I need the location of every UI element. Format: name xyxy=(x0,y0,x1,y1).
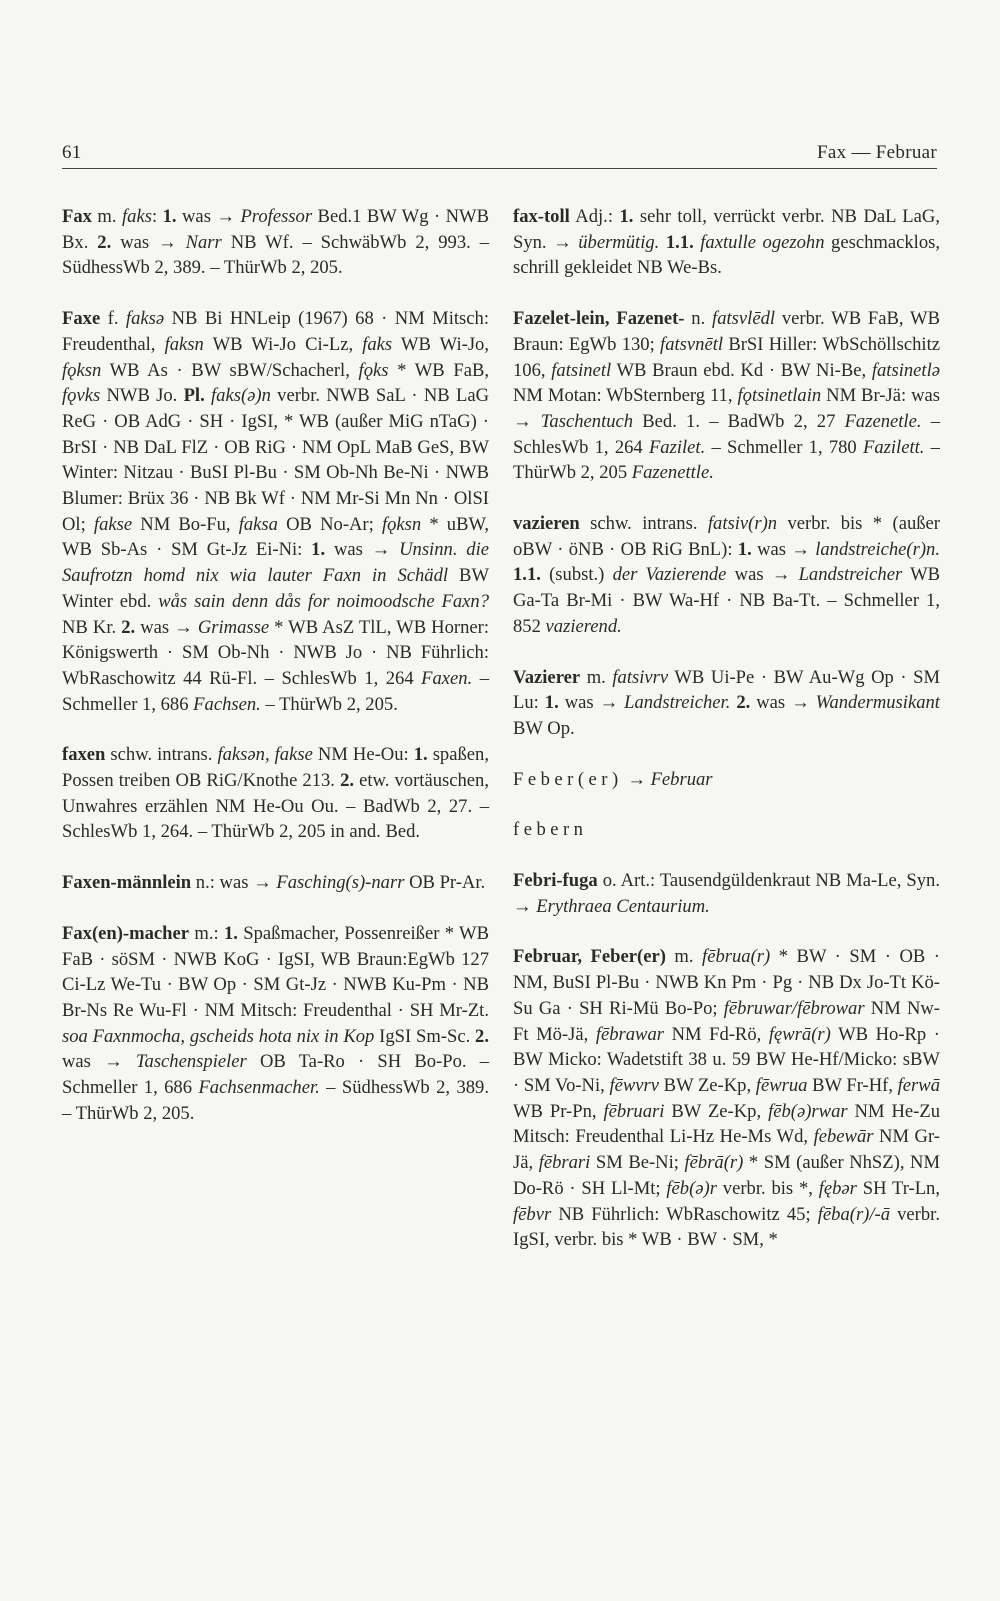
headword: Faxe xyxy=(62,308,101,330)
italic-text: faksa xyxy=(238,513,278,535)
dictionary-entry xyxy=(513,204,940,281)
headword: Fax(en)-macher xyxy=(62,922,190,944)
entry-text: BW Ze-Kp, xyxy=(664,1100,769,1122)
entry-text: n.: was → xyxy=(191,872,277,894)
entry-text: verbr. NWB SaL · NB LaG ReG · OB AdG · SH · IgSI, * WB (außer MiG nTaG) · BrSI · NB DaL FlZ · OB RiG · NM OpL MaB GeS, BW Winter: Nitzau · BuSI Pl-Bu · SM Ob-Nh Be-Ni · NWB Blumer: Brüx 36 · NB Bk Wf · NM Mr-Si Mn Nn · OlSI Ol; xyxy=(62,385,489,535)
entry-text: was → xyxy=(726,564,799,586)
headword: Pl. xyxy=(183,385,205,407)
page-header xyxy=(62,138,937,169)
entry-text: * BW · SM · OB · NM, BuSI Pl-Bu · NWB Kn Pm · Pg · NB Dx Jo-Tt Kö-Su Ga · SH Ri-Mü Bo-Po; xyxy=(513,946,940,1019)
italic-text: fēba(r)/-ā xyxy=(817,1203,891,1225)
italic-text: Fachsen. xyxy=(193,693,261,715)
entry-text: was → xyxy=(111,231,186,253)
entry-text: SH Tr-Ln, xyxy=(856,1177,941,1199)
entry-text: BW Winter ebd. xyxy=(62,565,489,612)
headword: 1. xyxy=(311,539,326,561)
italic-text: vazierend. xyxy=(545,615,622,637)
entry-text: sehr toll, verrückt verbr. NB DaL LaG, Syn. → xyxy=(513,206,940,253)
italic-text: faksə xyxy=(125,308,165,330)
dictionary-entry xyxy=(513,511,940,640)
italic-text: fēwrua xyxy=(755,1074,808,1096)
italic-text: faksən, fakse xyxy=(217,744,313,766)
italic-text: fēbrua(r) xyxy=(702,946,771,968)
entry-text: Adj.: xyxy=(569,206,620,227)
entry-text: WB Wi-Jo Ci-Lz, xyxy=(203,333,363,355)
headword: Fazelet-lein, Fazenet- xyxy=(513,308,685,330)
entry-text: NM He-Zu Mitsch: Freudenthal Li-Hz He-Ms Wd, xyxy=(513,1100,940,1148)
headword: 1. xyxy=(737,538,752,560)
italic-text: fēbruari xyxy=(603,1100,665,1122)
entry-text: NM Fd-Rö, xyxy=(664,1023,769,1045)
running-head: Fax — Februar xyxy=(817,142,937,163)
italic-text: Taschentuch xyxy=(540,410,634,432)
italic-text: faksn xyxy=(164,333,204,355)
entry-text: NM He-Ou: xyxy=(312,744,414,766)
dictionary-entry xyxy=(62,742,489,845)
entry-text: NB Bi HNLeip (1967) 68 · NM Mitsch: Freudenthal, xyxy=(62,308,490,355)
dictionary-entry xyxy=(513,767,940,793)
italic-text: Grimasse xyxy=(197,616,270,638)
italic-text: Fachsenmacher. xyxy=(198,1077,320,1099)
italic-text: fęwrā(r) xyxy=(768,1023,831,1045)
italic-text: übermütig. xyxy=(578,231,660,253)
entry-text: * uBW, WB Sb-As · SM Gt-Jz Ei-Ni: xyxy=(62,513,489,561)
italic-text: fēbrari xyxy=(538,1152,591,1174)
headword: 1.1. xyxy=(513,564,541,586)
headword: Febri-fuga xyxy=(513,870,598,892)
dictionary-entry xyxy=(513,306,940,486)
italic-text: fǫksn xyxy=(381,513,422,535)
italic-text: wås sain denn dås for noimoodsche Faxn? xyxy=(158,590,489,612)
dictionary-entry xyxy=(62,870,489,896)
headword: 1. xyxy=(413,744,428,766)
italic-text: Faxen. xyxy=(421,667,473,689)
italic-text: fakse xyxy=(93,513,133,535)
italic-text: fēbruwar/fēbrowar xyxy=(723,997,865,1019)
entry-text: was → xyxy=(176,206,241,227)
headword: 1. xyxy=(223,922,238,944)
page-number: 61 xyxy=(62,142,82,163)
italic-text: soa Faxnmocha, gscheids hota nix in Kop xyxy=(62,1025,375,1047)
headword: 2. xyxy=(736,692,751,714)
entry-text: SM Be-Ni; xyxy=(590,1152,685,1174)
entry-text: spaßen, Possen treiben OB RiG/Knothe 213. xyxy=(62,744,489,792)
entry-text: NM Motan: WbSternberg 11, xyxy=(513,385,738,407)
entry-text: OB No-Ar; xyxy=(277,513,382,535)
italic-text: faks xyxy=(122,206,152,227)
entry-text: NM Gr-Jä, xyxy=(513,1126,940,1174)
headword: 2. xyxy=(97,231,112,253)
entry-text: verbr. IgSI, verbr. bis * WB · BW · SM, * xyxy=(513,1203,940,1251)
headword: 2. xyxy=(121,616,136,638)
entry-text: was → xyxy=(750,692,816,714)
entry-text: NB Führlich: WbRaschowitz 45; xyxy=(551,1203,818,1225)
entry-text: Bed. 1. – BadWb 2, 27 xyxy=(633,410,845,432)
italic-text: Fazenettle. xyxy=(631,462,714,484)
entry-text: geschmacklos, schrill gekleidet NB We-Bs. xyxy=(513,231,940,279)
headword: 1. xyxy=(162,206,177,227)
entry-text: WB Ho-Rp · BW Micko: Wadetstift 38 u. 59 BW He-Hf/Micko: sBW · SM Vo-Ni, xyxy=(513,1023,940,1096)
italic-text: Narr xyxy=(185,231,222,253)
entry-text: verbr. WB FaB, WB Braun: EgWb 130; xyxy=(513,308,940,355)
entry-text: IgSI Sm-Sc. xyxy=(374,1025,476,1047)
entry-text: etw. vortäuschen, Unwahres erzählen NM He-Ou Ou. – BadWb 2, 27. – SchlesWb 1, 264. – ThürWb 2, 205 in and. Bed. xyxy=(62,770,489,843)
italic-text: Wandermusikant xyxy=(815,692,940,714)
headword: 2. xyxy=(340,770,355,792)
entry-text: WB Ui-Pe · BW Au-Wg Op · SM Lu: xyxy=(513,666,940,714)
right-column xyxy=(513,204,940,1278)
entry-text: WB Pr-Pn, xyxy=(513,1100,604,1122)
headword: faxen xyxy=(62,744,106,766)
dictionary-entry xyxy=(62,921,489,1127)
entry-text: Feber(er) xyxy=(513,768,623,790)
entry-text: was → xyxy=(62,1051,136,1073)
headword: 1. xyxy=(544,692,559,714)
entry-text: BW Fr-Hf, xyxy=(807,1074,898,1096)
entry-text: : xyxy=(151,206,163,227)
italic-text: faks(ə)n xyxy=(211,385,271,407)
dictionary-entry xyxy=(513,665,940,742)
entry-text: OB Ta-Ro · SH Bo-Po. – Schmeller 1, 686 xyxy=(62,1051,489,1099)
italic-text: fǫksn xyxy=(62,359,102,381)
entry-text: Spaßmacher, Possenreißer * WB FaB · söSM · NWB KoG · IgSI, WB Braun:EgWb 127 Ci-Lz We-Tu · BW Op · SM Gt-Jz · NWB Ku-Pm · NB Br-Ns Re Wu-Fl · NM Mitsch: Freudenthal · SH Mr-Zt. xyxy=(62,922,489,1021)
entry-text: BW Ze-Kp, xyxy=(659,1074,756,1096)
italic-text: febewār xyxy=(813,1126,874,1148)
entry-text: – ThürWb 2, 205 xyxy=(513,436,940,484)
entry-text: WB Wi-Jo, xyxy=(392,333,489,355)
entry-text: NM Bo-Fu, xyxy=(132,513,239,535)
entry-text: was → xyxy=(135,616,198,638)
headword: 2. xyxy=(475,1025,489,1047)
italic-text: fatsiv(r)n xyxy=(707,513,778,535)
italic-text: Taschenspieler xyxy=(135,1051,247,1073)
italic-text: fatsvnētl xyxy=(660,333,724,355)
entry-text: m. xyxy=(91,206,122,227)
italic-text: faxtulle ogezohn xyxy=(700,231,825,253)
dictionary-entry xyxy=(513,944,940,1252)
entry-text: BrSI Hiller: WbSchöllschitz 106, xyxy=(513,333,940,381)
italic-text: fēbrawar xyxy=(595,1023,664,1045)
italic-text: fēbrā(r) xyxy=(684,1152,744,1174)
italic-text: fēb(ə)rwar xyxy=(768,1100,848,1122)
italic-text: Erythraea Centaurium. xyxy=(536,895,710,917)
italic-text: Februar xyxy=(650,768,713,790)
entry-text: WB Ga-Ta Br-Mi · BW Wa-Hf · NB Ba-Tt. – Schmeller 1, 852 xyxy=(513,564,941,637)
headword: fax-toll xyxy=(513,206,570,227)
entry-text: * WB FaB, xyxy=(388,359,489,381)
italic-text: fǫtsinetlain xyxy=(737,385,822,407)
entry-text: n. xyxy=(684,308,713,330)
entry-text: WB Braun ebd. Kd · BW Ni-Be, xyxy=(611,359,872,381)
italic-text: Fazilett. xyxy=(862,436,925,458)
italic-text: der Vazierende xyxy=(612,564,727,586)
italic-text: Professor xyxy=(240,206,313,227)
entry-text: f. xyxy=(100,308,126,330)
entry-text: m.: xyxy=(189,922,224,944)
italic-text: fǫks xyxy=(358,359,389,381)
entry-text: Bed.1 BW Wg · NWB Bx. xyxy=(62,206,489,253)
italic-text: ferwā xyxy=(897,1074,940,1096)
italic-text: Fazilet. xyxy=(648,436,706,458)
entry-text: verbr. bis *, xyxy=(716,1177,819,1199)
italic-text: fēwvrv xyxy=(609,1074,660,1096)
entry-text: (subst.) xyxy=(540,564,613,586)
entry-text: NWB Jo. xyxy=(100,385,184,407)
dictionary-entry xyxy=(513,817,940,843)
entry-text: NB Wf. – SchwäbWb 2, 993. – SüdhessWb 2, 389. – ThürWb 2, 205. xyxy=(62,231,489,279)
entry-text: → xyxy=(622,768,651,790)
headword: vazieren xyxy=(513,513,580,535)
entry-text: BW Op. xyxy=(513,717,575,739)
italic-text: Landstreicher. xyxy=(624,692,731,714)
headword: 1. xyxy=(619,206,634,227)
entry-text: o. Art.: Tausendgüldenkraut NB Ma-Le, Syn. → xyxy=(513,870,940,917)
entry-text: – Schmeller 1, 780 xyxy=(705,436,863,458)
italic-text: Landstreicher xyxy=(798,564,903,586)
italic-text: fǫvks xyxy=(62,385,101,407)
headword: 1.1. xyxy=(665,231,694,253)
entry-text: OB Pr-Ar. xyxy=(404,872,486,894)
entry-text: verbr. bis * (außer oBW · öNB · OB RiG BnL): xyxy=(513,513,940,560)
italic-text: fēbvr xyxy=(513,1203,552,1225)
italic-text: Fasching(s)-narr xyxy=(276,872,405,894)
entry-text: was → xyxy=(751,538,816,560)
entry-text: – SchlesWb 1, 264 xyxy=(513,410,941,458)
entry-text: m. xyxy=(580,666,613,688)
italic-text: fatsinetlə xyxy=(871,359,941,381)
headword: Februar, Feber(er) xyxy=(513,946,666,968)
italic-text: Unsinn. die Saufrotzn homd nix wia lauter Faxn in Schädl xyxy=(62,539,489,587)
headword: Fax xyxy=(62,206,92,227)
italic-text: fēb(ə)r xyxy=(666,1177,717,1199)
entry-text: * SM (außer NhSZ), NM Do-Rö · SH Ll-Mt; xyxy=(513,1152,940,1199)
headword: Faxen-männlein xyxy=(62,872,192,894)
entry-text: NB Kr. xyxy=(62,616,122,638)
entry-text: schw. intrans. xyxy=(579,513,708,535)
dictionary-entry xyxy=(62,204,489,281)
italic-text: fębər xyxy=(818,1177,857,1199)
entry-text: – SüdhessWb 2, 389. – ThürWb 2, 205. xyxy=(62,1077,489,1124)
italic-text: fatsvlēdl xyxy=(712,308,776,330)
entry-text: was → xyxy=(558,692,625,714)
entry-text: schw. intrans. xyxy=(105,744,218,766)
headword: Vazierer xyxy=(513,666,581,688)
entry-text: – ThürWb 2, 205. xyxy=(260,693,398,715)
entry-text: WB As · BW sBW/Schacherl, xyxy=(101,359,359,381)
italic-text: fatsinetl xyxy=(551,359,612,381)
entry-text: was → xyxy=(325,539,400,561)
italic-text: fatsivrv xyxy=(612,666,669,688)
entry-text: * WB AsZ TlL, WB Horner: Königswerth · SM Ob-Nh · NWB Jo · NB Führlich: WbRaschowitz 44 Rü-Fl. – SchlesWb 1, 264 xyxy=(62,616,489,689)
entry-text: NM Br-Jä: was → xyxy=(513,385,941,432)
entry-text: NM Nw-Ft Mö-Jä, xyxy=(513,997,940,1045)
left-column xyxy=(62,204,489,1152)
dictionary-entry xyxy=(62,306,489,717)
italic-text: landstreiche(r)n. xyxy=(815,538,940,560)
dictionary-entry xyxy=(513,868,940,919)
entry-text: febern xyxy=(513,819,588,841)
italic-text: Fazenetle. xyxy=(844,410,922,432)
entry-text: – Schmeller 1, 686 xyxy=(62,667,489,715)
italic-text: faks xyxy=(362,333,393,355)
entry-text: m. xyxy=(665,946,703,968)
